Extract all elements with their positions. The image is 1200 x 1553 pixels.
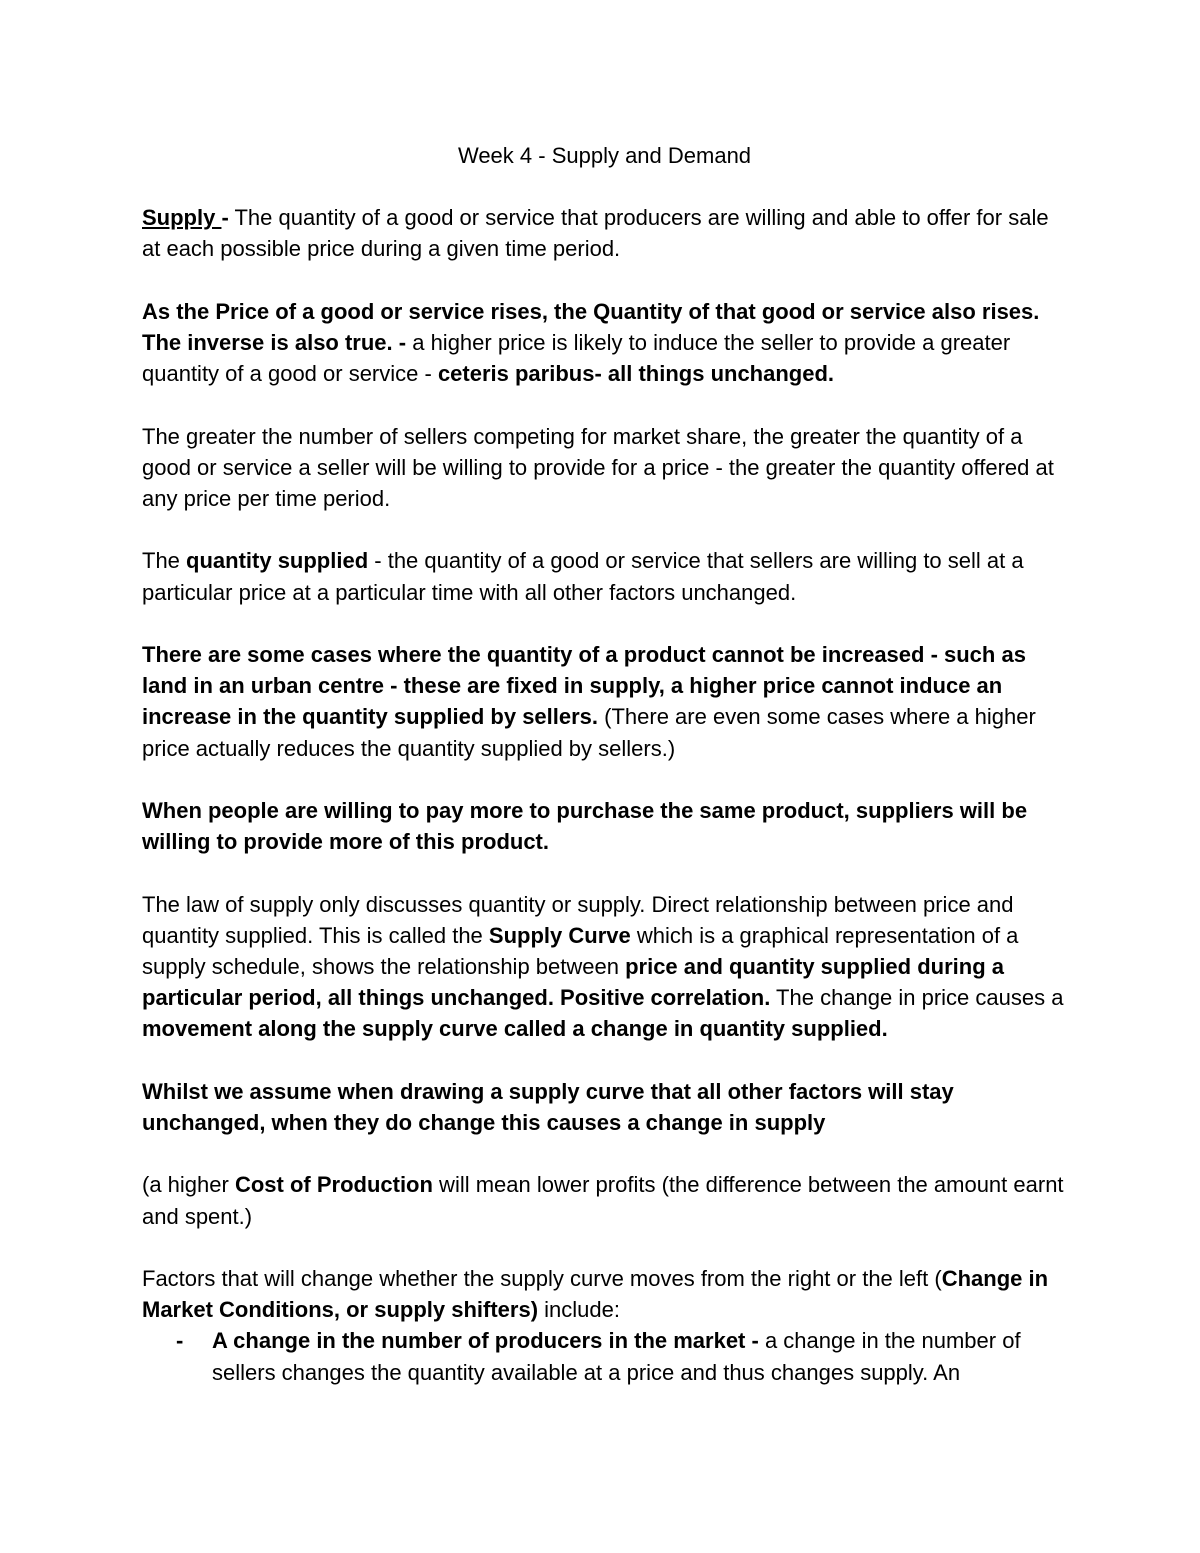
quantity-supplied-text: - the quantity of a good or service that sellers are willing to sell at a particular price at a particular time with all other factors unchanged. (142, 548, 1024, 605)
cost-of-production-text: will mean lower profits (the difference between the amount earnt and spent.) (142, 1172, 1064, 1229)
list-item-text: a change in the number of sellers changes the quantity available at a price and thus changes supply. An (212, 1328, 1021, 1385)
law-of-supply-text-3: The change in price causes a (770, 985, 1064, 1011)
fixed-supply-paragraph (142, 639, 1067, 764)
supply-term: Supply (142, 205, 222, 231)
law-of-supply-text-2: which is a graphical representation of a supply schedule, shows the relationship between (142, 922, 1019, 979)
ceteris-paribus-bold: ceteris paribus- all things unchanged. (437, 361, 835, 387)
price-quantity-paragraph (142, 296, 1067, 390)
supply-shifters-text: include: (538, 1297, 620, 1323)
cost-of-production-term: Cost of Production (234, 1172, 433, 1198)
cost-of-production-paragraph (142, 1169, 1067, 1231)
cost-of-production-lead: (a higher (142, 1172, 235, 1198)
supply-shifters-list (142, 1325, 1067, 1387)
quantity-supplied-term: quantity supplied (186, 548, 369, 574)
supply-curve-term: Supply Curve (488, 922, 631, 948)
price-and-quantity-bold: price and quantity supplied during a particular period, all things unchanged. Positive correlation. (142, 953, 1004, 1011)
sellers-competing-paragraph: The greater the number of sellers competing for market share, the greater the quantity of a good or service a seller will be willing to provide for a price - the greater the quantity offered at any price per time period. (142, 423, 1054, 511)
willing-to-pay-paragraph (142, 795, 1067, 857)
document-page (142, 140, 1067, 1388)
law-of-supply-text-1: The law of supply only discusses quantity or supply. Direct relationship between price and quantity supplied. This is called the (142, 891, 1014, 948)
list-item-bold: A change in the number of producers in the market - (212, 1328, 765, 1354)
supply-definition (142, 202, 1067, 264)
bullet-dash: - (176, 1328, 184, 1354)
price-quantity-text: a higher price is likely to induce the seller to provide a greater quantity of a good or service - (142, 330, 1011, 387)
page-title: Week 4 - Supply and Demand (457, 143, 752, 168)
supply-shifters-lead: Factors that will change whether the supply curve moves from the right or the left ( (142, 1265, 942, 1291)
fixed-supply-bold: There are some cases where the quantity of a product cannot be increased - such as land in an urban centre - these are fixed in supply, a higher price cannot induce an increase in the quantity supplied by sellers. (142, 641, 1026, 730)
supply-shifters-paragraph (142, 1263, 1067, 1325)
supply-definition-text: The quantity of a good or service that producers are willing and able to offer for sale at each possible price during a given time period. (142, 205, 1049, 262)
change-in-supply-paragraph (142, 1076, 1067, 1138)
price-quantity-bold: As the Price of a good or service rises, the Quantity of that good or service also rises. The inverse is also true. - (142, 298, 1040, 355)
supply-dash: - (221, 205, 229, 231)
fixed-supply-text: (There are even some cases where a higher price actually reduces the quantity supplied by sellers.) (142, 704, 1036, 761)
quantity-supplied-paragraph (142, 545, 1067, 607)
willing-to-pay-bold: When people are willing to pay more to purchase the same product, suppliers will be willing to provide more of this product. (142, 797, 1028, 855)
list-item (142, 1325, 1067, 1387)
supply-shifters-bold: Change in Market Conditions, or supply shifters) (142, 1265, 1049, 1323)
change-in-supply-bold: Whilst we assume when drawing a supply curve that all other factors will stay unchanged, when they do change this causes a change in supply (142, 1078, 954, 1135)
quantity-supplied-lead: The (142, 548, 187, 574)
law-of-supply-paragraph (142, 889, 1067, 1045)
movement-along-curve-bold: movement along the supply curve called a change in quantity supplied. (142, 1016, 888, 1042)
